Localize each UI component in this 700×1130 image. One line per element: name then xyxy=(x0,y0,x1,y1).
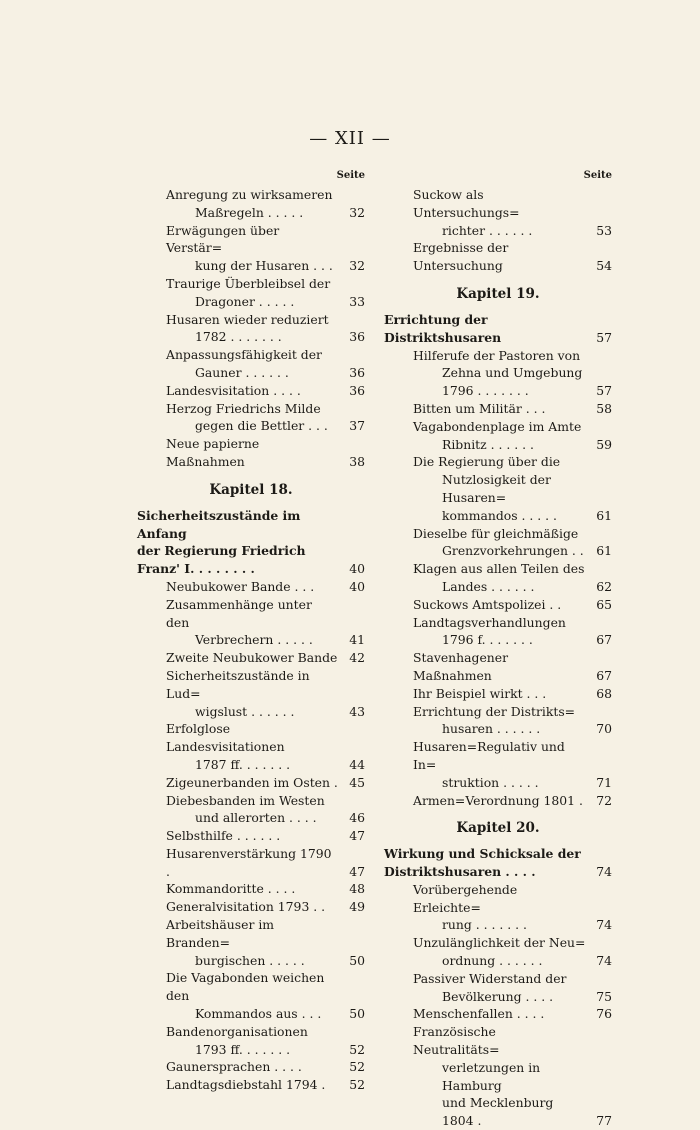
toc-entry-title xyxy=(137,186,339,222)
toc-entry-line: Nutzlosigkeit der Husaren= xyxy=(442,472,551,505)
toc-page-number: 32 xyxy=(349,258,365,274)
toc-entry xyxy=(137,720,365,773)
toc-entry-line: Husarenverstärkung 1790 . xyxy=(166,845,332,879)
toc-page-number: 40 xyxy=(349,578,365,594)
toc-entry-line: Vorübergehende Erleichte= xyxy=(413,881,518,915)
toc-entry xyxy=(137,898,365,916)
toc-entry xyxy=(384,347,612,400)
toc-entry xyxy=(384,596,612,614)
toc-entry xyxy=(384,649,612,685)
toc-list-right-main20 xyxy=(384,845,612,881)
toc-page-number: 67 xyxy=(596,632,612,648)
toc-entry-line: Armen=Verordnung 1801 . xyxy=(413,792,583,808)
toc-entry xyxy=(384,703,612,739)
toc-entry-title xyxy=(137,916,339,969)
toc-entry-title xyxy=(137,507,339,578)
toc-entry-line: Neue papierne Maßnahmen xyxy=(166,436,260,469)
toc-page-number: 59 xyxy=(596,436,612,452)
toc-page-number: 52 xyxy=(349,1077,365,1093)
toc-entry-title xyxy=(384,703,586,739)
toc-entry-title xyxy=(137,311,339,347)
toc-entry xyxy=(137,845,365,881)
toc-list-left-before xyxy=(137,186,365,471)
page-number: — XII — xyxy=(309,128,391,149)
toc-page-number: 46 xyxy=(349,810,365,826)
toc-page-number: 36 xyxy=(349,364,365,380)
toc-entry-line: Dragoner . . . . . xyxy=(195,293,295,309)
toc-entry-line: Maßregeln . . . . . xyxy=(195,204,304,220)
toc-entry-title xyxy=(384,614,586,650)
toc-entry-line: Traurige Überbleibsel der xyxy=(166,275,331,291)
toc-entry-title xyxy=(384,239,586,275)
toc-page-number: 53 xyxy=(596,222,612,238)
toc-entry-line: ordnung . . . . . . xyxy=(442,953,543,969)
toc-entry-title xyxy=(137,1076,339,1094)
toc-entry-line: Landtagsdiebstahl 1794 . xyxy=(166,1077,326,1093)
toc-entry xyxy=(137,186,365,222)
toc-page-number: 38 xyxy=(349,453,365,469)
toc-entry-title xyxy=(137,1023,339,1059)
toc-entry xyxy=(384,685,612,703)
toc-entry-title xyxy=(137,578,339,596)
toc-entry xyxy=(137,1023,365,1059)
toc-page-number: 32 xyxy=(349,204,365,220)
toc-page-number: 74 xyxy=(596,917,612,933)
toc-entry xyxy=(384,453,612,524)
toc-page-number: 37 xyxy=(349,418,365,434)
toc-entry-line: Verbrechern . . . . . xyxy=(195,632,313,648)
toc-entry xyxy=(137,792,365,828)
toc-entry xyxy=(137,400,365,436)
toc-entry-line: Landtagsverhandlungen xyxy=(413,614,566,630)
chapter-heading-20: Kapitel 20. xyxy=(456,820,540,837)
toc-entry xyxy=(384,1005,612,1023)
toc-page-number: 77 xyxy=(596,1113,612,1129)
toc-entry-line: Zehna und Umgebung xyxy=(442,365,583,381)
toc-entry-title xyxy=(384,418,586,454)
toc-page-number: 75 xyxy=(596,988,612,1004)
toc-entry xyxy=(384,792,612,810)
toc-entry-line: Errichtung der Distrikts= xyxy=(413,703,576,719)
toc-entry-line: Kommandoritte . . . . xyxy=(166,881,296,897)
toc-entry-title xyxy=(137,667,339,720)
toc-page-number: 47 xyxy=(349,863,365,879)
toc-page-number: 47 xyxy=(349,828,365,844)
toc-entry-line: gegen die Bettler . . . xyxy=(195,418,328,434)
toc-entry xyxy=(384,614,612,650)
toc-entry-line: Französische Neutralitäts= xyxy=(413,1024,500,1058)
toc-entry xyxy=(137,311,365,347)
toc-entry-line: Herzog Friedrichs Milde xyxy=(166,400,321,416)
toc-list-right-after20 xyxy=(384,881,612,1130)
toc-page-number: 70 xyxy=(596,721,612,737)
toc-page-number: 36 xyxy=(349,382,365,398)
toc-entry-line: Die Regierung über die xyxy=(413,454,561,470)
toc-entry-line: Arbeitshäuser im Branden= xyxy=(166,917,275,950)
toc-entry-line: Ihr Beispiel wirkt . . . xyxy=(413,685,547,701)
toc-entry-title xyxy=(137,792,339,828)
toc-entry-line: Husaren=Regulativ und In= xyxy=(413,739,565,772)
toc-entry-line: Die Vagabonden weichen den xyxy=(166,970,325,1004)
toc-entry-line: verletzungen in Hamburg xyxy=(442,1059,541,1093)
toc-entry-title xyxy=(384,649,586,685)
toc-list-right-main19 xyxy=(384,311,612,347)
toc-entry-line: kommandos . . . . . xyxy=(442,507,557,523)
toc-entry-line: 1796 . . . . . . . xyxy=(442,383,529,399)
toc-entry-line: Klagen aus allen Teilen des xyxy=(413,561,585,577)
toc-entry-title xyxy=(384,560,586,596)
toc-entry-line: und Mecklenburg 1804 . xyxy=(442,1095,554,1129)
seite-label-left: Seite xyxy=(336,170,365,181)
toc-page-number: 57 xyxy=(596,329,612,345)
toc-list-right-after19 xyxy=(384,347,612,810)
toc-entry-line: Gaunersprachen . . . . xyxy=(166,1059,302,1075)
toc-entry-title xyxy=(384,186,586,239)
toc-entry-line: Passiver Widerstand der xyxy=(413,970,567,986)
toc-entry-line: 1787 ff. . . . . . . xyxy=(195,756,291,772)
toc-entry-line: wigslust . . . . . . xyxy=(195,703,295,719)
toc-entry-line: Menschenfallen . . . . xyxy=(413,1006,545,1022)
toc-entry-line: Kommandos aus . . . xyxy=(195,1006,322,1022)
toc-page-number: 57 xyxy=(596,383,612,399)
toc-page-number: 62 xyxy=(596,578,612,594)
toc-page-number: 52 xyxy=(349,1059,365,1075)
toc-entry-title xyxy=(137,649,339,667)
toc-entry xyxy=(384,239,612,275)
toc-entry-title xyxy=(137,222,339,275)
toc-page-number: 48 xyxy=(349,881,365,897)
toc-page-number: 44 xyxy=(349,756,365,772)
toc-entry xyxy=(137,880,365,898)
toc-page-number: 52 xyxy=(349,1041,365,1057)
toc-entry-title xyxy=(137,898,339,916)
toc-entry-line: Ergebnisse der Untersuchung xyxy=(413,240,509,274)
toc-entry xyxy=(137,382,365,400)
toc-entry-title xyxy=(384,685,586,703)
toc-entry-line: Zusammenhänge unter den xyxy=(166,596,312,630)
toc-entry-line: Wirkung und Schicksale der xyxy=(384,846,581,862)
toc-entry-line: Zigeunerbanden im Osten . xyxy=(166,774,338,790)
chapter-heading-18: Kapitel 18. xyxy=(209,481,293,498)
toc-page-number: 61 xyxy=(596,507,612,523)
toc-column-left xyxy=(137,168,365,1094)
toc-entry xyxy=(137,275,365,311)
toc-entry-line: Suckows Amtspolizei . . xyxy=(413,596,562,612)
toc-entry-line: Suckow als Untersuchungs= xyxy=(413,187,520,220)
toc-entry-title xyxy=(137,720,339,773)
toc-entry-line: Anpassungsfähigkeit der xyxy=(166,347,322,363)
toc-page-number: 40 xyxy=(349,561,365,577)
toc-entry xyxy=(384,400,612,418)
toc-entry-line: 1782 . . . . . . . xyxy=(195,329,282,345)
toc-entry xyxy=(137,649,365,667)
toc-entry-title xyxy=(137,275,339,311)
toc-entry-title xyxy=(384,596,586,614)
toc-entry-line: Bitten um Militär . . . xyxy=(413,400,546,416)
toc-page-number: 74 xyxy=(596,953,612,969)
toc-entry-line: Anregung zu wirksameren xyxy=(166,187,333,202)
toc-page-number: 43 xyxy=(349,703,365,719)
toc-entry-line: Grenzvorkehrungen . . xyxy=(442,543,584,559)
toc-entry-title xyxy=(384,738,586,791)
toc-page-number: 54 xyxy=(596,258,612,274)
toc-entry-title xyxy=(384,400,586,418)
toc-entry-line: und allerorten . . . . xyxy=(195,810,317,826)
toc-page-number: 68 xyxy=(596,685,612,701)
toc-entry-line: der Regierung Friedrich xyxy=(137,543,306,559)
toc-entry-title xyxy=(137,346,339,382)
toc-entry-title xyxy=(384,845,586,881)
toc-page-number: 58 xyxy=(596,400,612,416)
toc-page-number: 67 xyxy=(596,667,612,683)
toc-entry xyxy=(137,916,365,969)
toc-entry-line: Distriktshusaren . . . . xyxy=(384,864,536,880)
toc-entry-title xyxy=(384,311,586,347)
toc-entry-title xyxy=(137,845,339,881)
toc-entry xyxy=(384,560,612,596)
toc-entry-line: Erwägungen über Verstär= xyxy=(166,222,280,256)
toc-entry-line: Erfolglose Landesvisitationen xyxy=(166,721,285,755)
toc-entry-line: Bevölkerung . . . . xyxy=(442,988,554,1004)
toc-entry-line: Selbsthilfe . . . . . . xyxy=(166,828,281,844)
toc-entry-line: Franz' I. . . . . . . . xyxy=(137,561,255,577)
toc-entry xyxy=(137,1076,365,1094)
toc-main-entry xyxy=(384,845,612,881)
toc-entry-title xyxy=(384,792,586,810)
toc-entry-title xyxy=(384,453,586,524)
toc-entry-line: Neubukower Bande . . . xyxy=(166,578,315,594)
toc-entry-line: burgischen . . . . . xyxy=(195,952,305,968)
toc-entry-line: rung . . . . . . . xyxy=(442,917,527,933)
toc-entry-line: richter . . . . . . xyxy=(442,222,533,238)
toc-entry-line: Generalvisitation 1793 . . xyxy=(166,899,326,915)
toc-entry-line: Landes . . . . . . xyxy=(442,578,535,594)
toc-entry-line: husaren . . . . . . xyxy=(442,721,541,737)
seite-label-right: Seite xyxy=(583,170,612,181)
toc-entry-title xyxy=(384,881,586,934)
toc-entry-title xyxy=(137,435,339,471)
toc-entry-title xyxy=(137,596,339,649)
toc-page-number: 71 xyxy=(596,774,612,790)
toc-entry-title xyxy=(384,970,586,1006)
toc-entry xyxy=(137,222,365,275)
toc-entry-line: 1793 ff. . . . . . . xyxy=(195,1041,291,1057)
toc-entry-line: Dieselbe für gleichmäßige xyxy=(413,525,579,541)
toc-entry-line: Ribnitz . . . . . . xyxy=(442,436,534,452)
toc-main-entry xyxy=(384,311,612,347)
toc-page-number: 50 xyxy=(349,952,365,968)
toc-entry-title xyxy=(137,382,339,400)
toc-entry-title xyxy=(137,880,339,898)
toc-entry xyxy=(384,881,612,934)
toc-entry xyxy=(137,578,365,596)
toc-entry xyxy=(384,525,612,561)
toc-entry-title xyxy=(384,1005,586,1023)
toc-entry-line: Bandenorganisationen xyxy=(166,1023,308,1039)
toc-page-number: 61 xyxy=(596,543,612,559)
toc-entry-line: Husaren wieder reduziert xyxy=(166,311,329,327)
toc-entry-title xyxy=(137,969,339,1022)
toc-entry xyxy=(137,969,365,1022)
toc-entry xyxy=(137,667,365,720)
toc-entry-line: Diebesbanden im Westen xyxy=(166,792,325,808)
toc-list-right-before xyxy=(384,186,612,275)
toc-entry-line: struktion . . . . . xyxy=(442,774,539,790)
toc-entry-line: Sicherheitszustände in Lud= xyxy=(166,667,310,701)
toc-entry-title xyxy=(137,1058,339,1076)
toc-entry-title xyxy=(384,525,586,561)
toc-list-left-main xyxy=(137,507,365,578)
chapter-heading-19: Kapitel 19. xyxy=(456,285,540,302)
toc-page-number: 36 xyxy=(349,329,365,345)
toc-entry xyxy=(137,774,365,792)
toc-entry-title xyxy=(137,827,339,845)
toc-entry-line: Stavenhagener Maßnahmen xyxy=(413,650,509,683)
toc-entry-title xyxy=(384,934,586,970)
toc-page-number: 76 xyxy=(596,1006,612,1022)
toc-entry-line: 1796 f. . . . . . . xyxy=(442,632,533,648)
toc-list-left-after xyxy=(137,578,365,1094)
toc-entry-line: Gauner . . . . . . xyxy=(195,364,289,380)
toc-column-right xyxy=(384,168,612,1130)
toc-entry-line: Errichtung der Distriktshusaren xyxy=(384,311,502,345)
toc-page-number: 72 xyxy=(596,792,612,808)
toc-entry-line: Vagabondenplage im Amte xyxy=(413,418,582,434)
toc-entry xyxy=(384,418,612,454)
toc-entry-title xyxy=(384,347,586,400)
toc-page-number: 65 xyxy=(596,596,612,612)
toc-entry xyxy=(137,435,365,471)
toc-entry-title xyxy=(384,1023,586,1130)
toc-entry-line: kung der Husaren . . . xyxy=(195,258,333,274)
toc-entry xyxy=(137,827,365,845)
toc-entry-line: Zweite Neubukower Bande xyxy=(166,650,338,666)
toc-main-entry xyxy=(137,507,365,578)
toc-entry xyxy=(384,738,612,791)
toc-entry xyxy=(137,1058,365,1076)
toc-entry-line: Landesvisitation . . . . xyxy=(166,382,301,398)
toc-entry xyxy=(384,186,612,239)
toc-page-number: 41 xyxy=(349,632,365,648)
toc-page-number: 42 xyxy=(349,650,365,666)
toc-entry xyxy=(384,970,612,1006)
toc-page-number: 45 xyxy=(349,774,365,790)
toc-entry-line: Unzulänglichkeit der Neu= xyxy=(413,935,586,951)
toc-entry-line: Hilferufe der Pastoren von xyxy=(413,347,581,363)
toc-entry-title xyxy=(137,400,339,436)
toc-entry xyxy=(137,346,365,382)
toc-entry xyxy=(384,1023,612,1130)
toc-entry xyxy=(137,596,365,649)
toc-entry-line: Sicherheitszustände im Anfang xyxy=(137,507,301,541)
toc-page-number: 49 xyxy=(349,899,365,915)
toc-page-number: 33 xyxy=(349,293,365,309)
toc-page-number: 74 xyxy=(596,864,612,880)
toc-entry xyxy=(384,934,612,970)
toc-page-number: 50 xyxy=(349,1006,365,1022)
toc-entry-title xyxy=(137,774,339,792)
